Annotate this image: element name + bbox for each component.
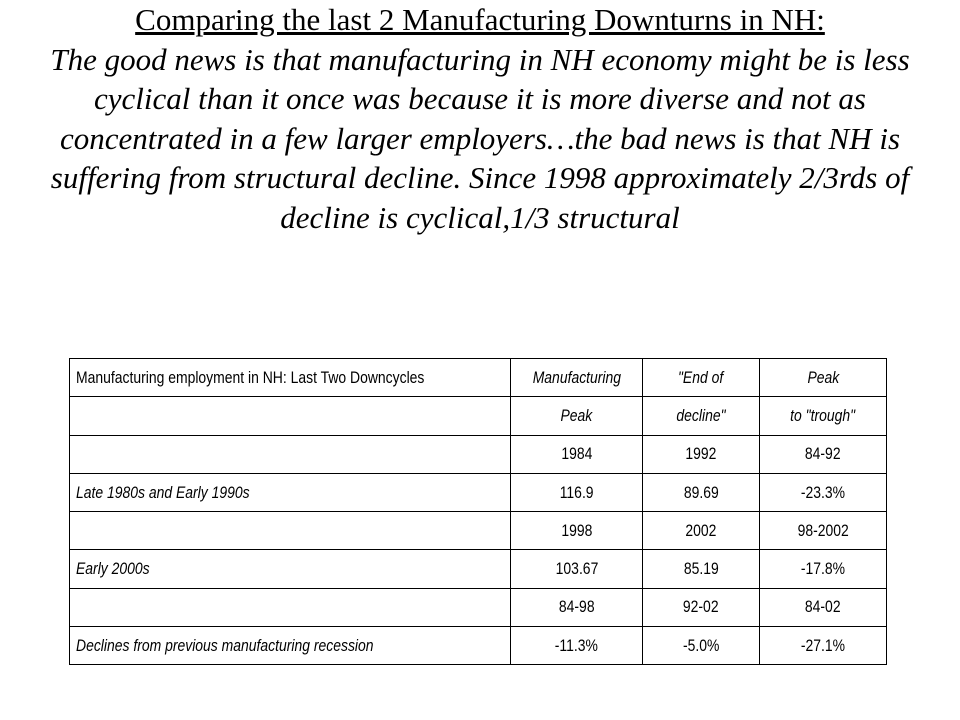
period1-range: 84-92 — [805, 444, 841, 464]
table-row — [70, 588, 887, 626]
row-label-cell — [70, 473, 511, 511]
value-cell — [643, 627, 760, 665]
slide-heading — [20, 0, 940, 237]
year-cell — [511, 512, 643, 550]
period1-end-year: 1992 — [685, 444, 717, 464]
decline-value-3: -27.1% — [800, 635, 846, 655]
empty-cell — [70, 435, 511, 473]
value-cell — [643, 550, 760, 588]
value-cell — [760, 627, 887, 665]
decline-range-3: 84-02 — [805, 597, 841, 617]
table-row — [70, 627, 887, 665]
table-row — [70, 435, 887, 473]
value-cell — [511, 473, 643, 511]
table-wrapper — [69, 358, 887, 665]
year-cell — [643, 435, 760, 473]
value-cell — [760, 550, 887, 588]
period2-peak-value: 103.67 — [555, 559, 598, 579]
heading-lead: Comparing the last 2 Manufacturing Downturns in NH: — [135, 2, 825, 37]
period1-change: -23.3% — [800, 482, 846, 502]
year-cell — [643, 512, 760, 550]
table-row — [70, 473, 887, 511]
table-row-header2 — [70, 397, 887, 435]
period1-peak-year: 1984 — [560, 444, 593, 464]
header-cell — [643, 397, 760, 435]
period2-label: Early 2000s — [76, 559, 150, 579]
period1-label: Late 1980s and Early 1990s — [76, 482, 250, 502]
header-decline-sub: decline" — [676, 405, 726, 425]
empty-cell — [70, 512, 511, 550]
period2-range: 98-2002 — [797, 520, 849, 540]
decline-range-2: 92-02 — [683, 597, 719, 617]
table-row-title — [70, 359, 887, 397]
year-cell — [760, 588, 887, 626]
header-manufacturing: Manufacturing — [532, 367, 621, 387]
year-cell — [760, 512, 887, 550]
decline-value-2: -5.0% — [682, 635, 720, 655]
manufacturing-table — [69, 358, 887, 665]
header-peak: Peak — [807, 367, 839, 387]
value-cell — [643, 473, 760, 511]
year-cell — [643, 588, 760, 626]
table-title: Manufacturing employment in NH: Last Two Downcycles — [76, 367, 425, 387]
header-cell — [511, 397, 643, 435]
period2-end-year: 2002 — [685, 520, 717, 540]
year-cell — [511, 435, 643, 473]
decline-value-1: -11.3% — [554, 635, 599, 655]
header-trough-sub: to "trough" — [790, 405, 856, 425]
heading-body: The good news is that manufacturing in NH economy might be is less cyclical than it once was because it is more diverse and not as concentrated in a few larger employers…the bad news is that NH is suffering from structural decline. Since 1998 approximately 2/3rds of decline is cyclical,1/3 structural — [50, 41, 910, 235]
header-cell — [760, 397, 887, 435]
period2-end-value: 85.19 — [683, 559, 719, 579]
year-cell — [760, 435, 887, 473]
header-end-of: "End of — [678, 367, 724, 387]
header-cell — [643, 359, 760, 397]
period2-peak-year: 1998 — [560, 520, 593, 540]
period1-peak-value: 116.9 — [559, 482, 594, 502]
period2-change: -17.8% — [800, 559, 846, 579]
table-row — [70, 512, 887, 550]
row-label-cell — [70, 627, 511, 665]
decline-range-1: 84-98 — [558, 597, 595, 617]
value-cell — [760, 473, 887, 511]
table-title-cell — [70, 359, 511, 397]
decline-label: Declines from previous manufacturing recession — [76, 635, 374, 655]
row-label-cell — [70, 550, 511, 588]
header-cell — [511, 359, 643, 397]
year-cell — [511, 588, 643, 626]
value-cell — [511, 550, 643, 588]
empty-cell — [70, 588, 511, 626]
header-cell — [760, 359, 887, 397]
table-row — [70, 550, 887, 588]
empty-cell — [70, 397, 511, 435]
value-cell — [511, 627, 643, 665]
period1-end-value: 89.69 — [683, 482, 719, 502]
header-peak-sub: Peak — [560, 405, 593, 425]
